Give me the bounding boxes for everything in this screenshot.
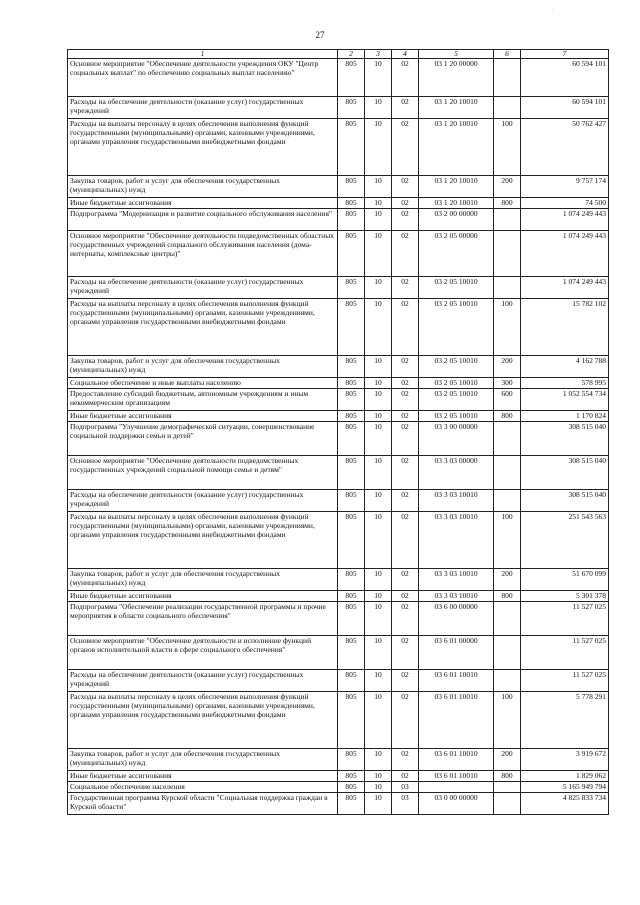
ministry-code-cell: 805 <box>338 277 365 299</box>
amount-cell: 11 527 025 <box>521 670 609 692</box>
ministry-code-cell: 805 <box>338 456 365 490</box>
amount-cell: 5 165 949 794 <box>521 782 609 793</box>
table-row <box>68 356 609 378</box>
subsection-code-cell: 02 <box>392 512 419 569</box>
target-article-code-cell: 03 6 01 10010 <box>419 670 494 692</box>
section-code-cell: 10 <box>365 602 392 636</box>
ministry-code-cell: 805 <box>338 411 365 422</box>
target-article-code-cell: 03 6 01 10010 <box>419 771 494 782</box>
subsection-code-cell: 02 <box>392 411 419 422</box>
table-row <box>68 59 609 97</box>
target-article-code-cell: 03 1 20 10010 <box>419 97 494 119</box>
amount-cell: 308 515 040 <box>521 422 609 456</box>
expense-type-code-cell <box>494 231 521 277</box>
section-code-cell: 10 <box>365 299 392 356</box>
section-code-cell: 10 <box>365 209 392 231</box>
subsection-code-cell: 03 <box>392 782 419 793</box>
subsection-code-cell: 02 <box>392 97 419 119</box>
item-name-cell: Расходы на обеспечение деятельности (оказание услуг) государственных учреждений <box>68 97 338 119</box>
amount-cell: 4 825 833 734 <box>521 793 609 815</box>
target-article-code-cell: 03 2 05 10010 <box>419 411 494 422</box>
target-article-code-cell: 03 2 05 10010 <box>419 389 494 411</box>
subsection-code-cell: 02 <box>392 749 419 771</box>
section-code-cell: 10 <box>365 636 392 670</box>
target-article-code-cell: 03 2 05 10010 <box>419 378 494 389</box>
section-code-cell: 10 <box>365 670 392 692</box>
section-code-cell: 10 <box>365 411 392 422</box>
table-row <box>68 97 609 119</box>
table-row <box>68 176 609 198</box>
ministry-code-cell: 805 <box>338 490 365 512</box>
subsection-code-cell: 02 <box>392 299 419 356</box>
section-code-cell: 10 <box>365 97 392 119</box>
subsection-code-cell: 02 <box>392 636 419 670</box>
subsection-code-cell: 02 <box>392 176 419 198</box>
section-code-cell: 10 <box>365 512 392 569</box>
amount-cell: 1 170 824 <box>521 411 609 422</box>
expense-type-code-cell <box>494 277 521 299</box>
amount-cell: 5 778 291 <box>521 692 609 749</box>
item-name-cell: Основное мероприятие "Обеспечение деятельности учреждения ОКУ "Центр социальных выплат" по обеспечению социальных выплат населению" <box>68 59 338 97</box>
subsection-code-cell: 03 <box>392 793 419 815</box>
subsection-code-cell: 02 <box>392 59 419 97</box>
expense-type-code-cell <box>494 490 521 512</box>
ministry-code-cell: 805 <box>338 59 365 97</box>
table-row <box>68 411 609 422</box>
item-name-cell: Основное мероприятие "Обеспечение деятельности подведомственных областных государственных учреждений социального обслуживания населения (дома-интернаты, комплексные центры)" <box>68 231 338 277</box>
budget-table <box>67 49 609 815</box>
expense-type-code-cell: 600 <box>494 389 521 411</box>
target-article-code-cell: 03 6 01 10010 <box>419 692 494 749</box>
section-code-cell: 10 <box>365 692 392 749</box>
subsection-code-cell: 02 <box>392 692 419 749</box>
item-name-cell: Подпрограмма "Улучшение демографической ситуации, совершенствование социальной поддержки семьи и детей" <box>68 422 338 456</box>
table-row <box>68 198 609 209</box>
table-row <box>68 569 609 591</box>
target-article-code-cell: 03 2 00 00000 <box>419 209 494 231</box>
amount-cell: 1 074 249 443 <box>521 209 609 231</box>
header-col-4: 4 <box>392 50 419 59</box>
amount-cell: 308 515 040 <box>521 490 609 512</box>
item-name-cell: Закупка товаров, работ и услуг для обеспечения государственных (муниципальных) нужд <box>68 569 338 591</box>
ministry-code-cell: 805 <box>338 670 365 692</box>
ministry-code-cell: 805 <box>338 793 365 815</box>
item-name-cell: Социальное обеспечение и иные выплаты населению <box>68 378 338 389</box>
subsection-code-cell: 02 <box>392 119 419 176</box>
ministry-code-cell: 805 <box>338 422 365 456</box>
table-row <box>68 591 609 602</box>
table-header <box>68 50 609 59</box>
subsection-code-cell: 02 <box>392 456 419 490</box>
amount-cell: 4 162 788 <box>521 356 609 378</box>
target-article-code-cell: 03 3 03 10010 <box>419 512 494 569</box>
section-code-cell: 10 <box>365 456 392 490</box>
amount-cell: 11 527 025 <box>521 636 609 670</box>
table-row <box>68 277 609 299</box>
amount-cell: 308 515 040 <box>521 456 609 490</box>
header-col-1: 1 <box>68 50 338 59</box>
item-name-cell: Иные бюджетные ассигнования <box>68 198 338 209</box>
subsection-code-cell: 02 <box>392 209 419 231</box>
expense-type-code-cell: 200 <box>494 176 521 198</box>
item-name-cell: Расходы на обеспечение деятельности (оказание услуг) государственных учреждений <box>68 670 338 692</box>
target-article-code-cell: 03 3 00 00000 <box>419 422 494 456</box>
subsection-code-cell: 02 <box>392 670 419 692</box>
target-article-code-cell: 03 3 03 10010 <box>419 591 494 602</box>
section-code-cell: 10 <box>365 231 392 277</box>
amount-cell: 50 762 427 <box>521 119 609 176</box>
expense-type-code-cell: 100 <box>494 512 521 569</box>
section-code-cell: 10 <box>365 490 392 512</box>
amount-cell: 5 301 378 <box>521 591 609 602</box>
target-article-code-cell: 03 6 01 10010 <box>419 749 494 771</box>
subsection-code-cell: 02 <box>392 198 419 209</box>
subsection-code-cell: 02 <box>392 422 419 456</box>
expense-type-code-cell: 200 <box>494 749 521 771</box>
item-name-cell: Расходы на обеспечение деятельности (оказание услуг) государственных учреждений <box>68 277 338 299</box>
expense-type-code-cell: 100 <box>494 299 521 356</box>
expense-type-code-cell <box>494 602 521 636</box>
section-code-cell: 10 <box>365 749 392 771</box>
item-name-cell: Иные бюджетные ассигнования <box>68 771 338 782</box>
subsection-code-cell: 02 <box>392 389 419 411</box>
subsection-code-cell: 02 <box>392 771 419 782</box>
item-name-cell: Иные бюджетные ассигнования <box>68 591 338 602</box>
ministry-code-cell: 805 <box>338 389 365 411</box>
ministry-code-cell: 805 <box>338 771 365 782</box>
table-row <box>68 670 609 692</box>
ministry-code-cell: 805 <box>338 97 365 119</box>
header-col-6: 6 <box>494 50 521 59</box>
ministry-code-cell: 805 <box>338 569 365 591</box>
amount-cell: 60 594 101 <box>521 59 609 97</box>
page-number: 27 <box>315 30 325 40</box>
expense-type-code-cell <box>494 636 521 670</box>
section-code-cell: 10 <box>365 569 392 591</box>
expense-type-code-cell <box>494 97 521 119</box>
section-code-cell: 10 <box>365 277 392 299</box>
item-name-cell: Закупка товаров, работ и услуг для обеспечения государственных (муниципальных) нужд <box>68 356 338 378</box>
ministry-code-cell: 805 <box>338 591 365 602</box>
section-code-cell: 10 <box>365 771 392 782</box>
item-name-cell: Основное мероприятие "Обеспечение деятельности и исполнение функций органов исполнительной власти в сфере социального обеспечения" <box>68 636 338 670</box>
amount-cell: 1 074 249 443 <box>521 277 609 299</box>
expense-type-code-cell: 300 <box>494 378 521 389</box>
ministry-code-cell: 805 <box>338 692 365 749</box>
amount-cell: 1 829 062 <box>521 771 609 782</box>
target-article-code-cell: 03 6 00 00000 <box>419 602 494 636</box>
amount-cell: 1 052 554 734 <box>521 389 609 411</box>
amount-cell: 1 074 249 443 <box>521 231 609 277</box>
amount-cell: 11 527 025 <box>521 602 609 636</box>
item-name-cell: Расходы на выплаты персоналу в целях обеспечения выполнения функций государственными (муниципальными) органами, казенными учреждениями, органами управления государственными внебюджетными фондами <box>68 119 338 176</box>
expense-type-code-cell <box>494 59 521 97</box>
target-article-code-cell: 03 1 20 10010 <box>419 198 494 209</box>
ministry-code-cell: 805 <box>338 231 365 277</box>
section-code-cell: 10 <box>365 176 392 198</box>
item-name-cell: Подпрограмма "Обеспечение реализации государственной программы и прочие мероприятия в области социального обеспечения" <box>68 602 338 636</box>
expense-type-code-cell <box>494 456 521 490</box>
target-article-code-cell: 03 1 20 10010 <box>419 176 494 198</box>
table-row <box>68 512 609 569</box>
ministry-code-cell: 805 <box>338 198 365 209</box>
expense-type-code-cell <box>494 793 521 815</box>
section-code-cell: 10 <box>365 782 392 793</box>
item-name-cell: Расходы на выплаты персоналу в целях обеспечения выполнения функций государственными (муниципальными) органами, казенными учреждениями, органами управления государственными внебюджетными фондами <box>68 299 338 356</box>
target-article-code-cell: 03 1 20 00000 <box>419 59 494 97</box>
expense-type-code-cell <box>494 209 521 231</box>
ministry-code-cell: 805 <box>338 782 365 793</box>
expense-type-code-cell: 800 <box>494 198 521 209</box>
target-article-code-cell: 03 3 03 00000 <box>419 456 494 490</box>
amount-cell: 3 919 672 <box>521 749 609 771</box>
ministry-code-cell: 805 <box>338 749 365 771</box>
subsection-code-cell: 02 <box>392 591 419 602</box>
target-article-code-cell: 03 2 05 10010 <box>419 299 494 356</box>
ministry-code-cell: 805 <box>338 378 365 389</box>
table-row <box>68 231 609 277</box>
target-article-code-cell: 03 3 03 10010 <box>419 569 494 591</box>
amount-cell: 578 995 <box>521 378 609 389</box>
header-col-2: 2 <box>338 50 365 59</box>
target-article-code-cell: 03 6 01 00000 <box>419 636 494 670</box>
subsection-code-cell: 02 <box>392 277 419 299</box>
table-row <box>68 378 609 389</box>
ministry-code-cell: 805 <box>338 512 365 569</box>
corner-mark: . <box>552 6 554 12</box>
table-row <box>68 771 609 782</box>
target-article-code-cell: 03 3 03 10010 <box>419 490 494 512</box>
table-row <box>68 782 609 793</box>
subsection-code-cell: 02 <box>392 356 419 378</box>
amount-cell: 9 757 174 <box>521 176 609 198</box>
expense-type-code-cell: 100 <box>494 692 521 749</box>
expense-type-code-cell <box>494 422 521 456</box>
subsection-code-cell: 02 <box>392 378 419 389</box>
table-row <box>68 793 609 815</box>
ministry-code-cell: 805 <box>338 602 365 636</box>
item-name-cell: Подпрограмма "Модернизация и развитие социального обслуживания населения" <box>68 209 338 231</box>
subsection-code-cell: 02 <box>392 490 419 512</box>
table-row <box>68 299 609 356</box>
header-col-7: 7 <box>521 50 609 59</box>
section-code-cell: 10 <box>365 59 392 97</box>
expense-type-code-cell <box>494 670 521 692</box>
ministry-code-cell: 805 <box>338 119 365 176</box>
subsection-code-cell: 02 <box>392 602 419 636</box>
expense-type-code-cell: 200 <box>494 356 521 378</box>
ministry-code-cell: 805 <box>338 636 365 670</box>
ministry-code-cell: 805 <box>338 299 365 356</box>
table-row <box>68 456 609 490</box>
subsection-code-cell: 02 <box>392 569 419 591</box>
item-name-cell: Предоставление субсидий бюджетным, автономным учреждениям и иным некоммерческим организациям <box>68 389 338 411</box>
section-code-cell: 10 <box>365 356 392 378</box>
amount-cell: 60 594 101 <box>521 97 609 119</box>
ministry-code-cell: 805 <box>338 176 365 198</box>
item-name-cell: Закупка товаров, работ и услуг для обеспечения государственных (муниципальных) нужд <box>68 749 338 771</box>
target-article-code-cell: 03 2 05 10010 <box>419 356 494 378</box>
item-name-cell: Расходы на выплаты персоналу в целях обеспечения выполнения функций государственными (муниципальными) органами, казенными учреждениями, органами управления государственными внебюджетными фондами <box>68 512 338 569</box>
expense-type-code-cell: 800 <box>494 771 521 782</box>
expense-type-code-cell: 100 <box>494 119 521 176</box>
table-body <box>68 59 609 815</box>
target-article-code-cell: 03 1 20 10010 <box>419 119 494 176</box>
target-article-code-cell: 03 0 00 00000 <box>419 793 494 815</box>
target-article-code-cell: 03 2 05 00000 <box>419 231 494 277</box>
table-row <box>68 422 609 456</box>
subsection-code-cell: 02 <box>392 231 419 277</box>
ministry-code-cell: 805 <box>338 209 365 231</box>
expense-type-code-cell <box>494 782 521 793</box>
item-name-cell: Основное мероприятие "Обеспечение деятельности подведомственных государственных учреждений социальной помощи семье и детям" <box>68 456 338 490</box>
table-row <box>68 490 609 512</box>
table-row <box>68 749 609 771</box>
section-code-cell: 10 <box>365 422 392 456</box>
header-row <box>68 50 609 59</box>
expense-type-code-cell: 800 <box>494 411 521 422</box>
section-code-cell: 10 <box>365 591 392 602</box>
target-article-code-cell <box>419 782 494 793</box>
section-code-cell: 10 <box>365 378 392 389</box>
header-col-5: 5 <box>419 50 494 59</box>
item-name-cell: Расходы на выплаты персоналу в целях обеспечения выполнения функций государственными (муниципальными) органами, казенными учреждениями, органами управления государственными внебюджетными фондами <box>68 692 338 749</box>
ministry-code-cell: 805 <box>338 356 365 378</box>
expense-type-code-cell: 800 <box>494 591 521 602</box>
amount-cell: 51 670 099 <box>521 569 609 591</box>
amount-cell: 251 543 563 <box>521 512 609 569</box>
header-col-3: 3 <box>365 50 392 59</box>
item-name-cell: Иные бюджетные ассигнования <box>68 411 338 422</box>
table-row <box>68 209 609 231</box>
item-name-cell: Социальное обеспечение населения <box>68 782 338 793</box>
section-code-cell: 10 <box>365 793 392 815</box>
item-name-cell: Государственная программа Курской области "Социальная поддержка граждан в Курской области" <box>68 793 338 815</box>
section-code-cell: 10 <box>365 119 392 176</box>
table-row <box>68 636 609 670</box>
section-code-cell: 10 <box>365 389 392 411</box>
amount-cell: 74 500 <box>521 198 609 209</box>
expense-type-code-cell: 200 <box>494 569 521 591</box>
target-article-code-cell: 03 2 05 10010 <box>419 277 494 299</box>
table-row <box>68 602 609 636</box>
table-row <box>68 119 609 176</box>
section-code-cell: 10 <box>365 198 392 209</box>
table-row <box>68 692 609 749</box>
item-name-cell: Расходы на обеспечение деятельности (оказание услуг) государственных учреждений <box>68 490 338 512</box>
amount-cell: 15 782 102 <box>521 299 609 356</box>
item-name-cell: Закупка товаров, работ и услуг для обеспечения государственных (муниципальных) нужд <box>68 176 338 198</box>
table-row <box>68 389 609 411</box>
